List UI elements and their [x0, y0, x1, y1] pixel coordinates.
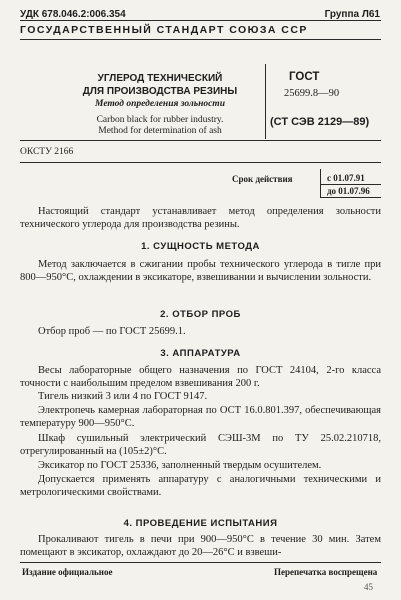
- okstu-code: ОКСТУ 2166: [20, 147, 74, 157]
- banner-rule: [20, 39, 381, 40]
- english-title: [62, 115, 258, 137]
- footer-rule: [20, 562, 381, 563]
- title-block-rule: [20, 140, 381, 141]
- validity-from: с 01.07.91: [327, 173, 365, 183]
- section-4-heading: 4. ПРОВЕДЕНИЕ ИСПЫТАНИЯ: [123, 518, 278, 529]
- english-title-line-2: Method for determination of ash: [98, 126, 222, 136]
- title-line-1: УГЛЕРОД ТЕХНИЧЕСКИЙ: [97, 73, 223, 84]
- title-line-2: ДЛЯ ПРОИЗВОДСТВА РЕЗИНЫ: [82, 86, 238, 97]
- english-title-line-1: Carbon black for rubber industry.: [96, 115, 224, 125]
- section-3-heading: 3. АППАРАТУРА: [160, 348, 241, 359]
- method-subtitle: Метод определения зольности: [95, 99, 225, 109]
- section-1-heading: 1. СУЩНОСТЬ МЕТОДА: [141, 241, 260, 252]
- section-2-heading: 2. ОТБОР ПРОБ: [160, 309, 241, 320]
- official-edition-note: Издание официальное: [22, 567, 113, 577]
- section-3-paragraph-5: Эксикатор по ГОСТ 25336, заполненный твердым осушителем.: [38, 460, 322, 471]
- intro-paragraph: Настоящий стандарт устанавливает метод определения зольности технического углерода для производства резины.: [20, 206, 381, 230]
- okstu-rule: [20, 162, 381, 163]
- reprint-prohibited-note: Перепечатка воспрещена: [274, 567, 378, 577]
- validity-mid-rule: [320, 184, 381, 185]
- section-3-paragraph-3: Электропечь камерная лабораторная по ОСТ 16.0.801.397, обеспечивающая температуру 900—950°С.: [20, 405, 381, 429]
- section-2-paragraph: Отбор проб — по ГОСТ 25699.1.: [38, 326, 186, 337]
- section-3-paragraph-4: Шкаф сушильный электрический СЭШ-3М по ТУ 25.02.210718, отрегулированный на (105±2)°С.: [20, 433, 381, 457]
- section-1-paragraph: Метод заключается в сжигании пробы технического углерода в тигле при 800—950°С, охлаждении в эксикаторе, взвешивании и вычислении зольности.: [20, 259, 381, 283]
- section-3-paragraph-2: Тигель низкий 3 или 4 по ГОСТ 9147.: [38, 391, 208, 402]
- gost-label: ГОСТ: [289, 71, 320, 83]
- title-divider: [265, 64, 266, 139]
- st-sev-number: (СТ СЭВ 2129—89): [270, 116, 370, 128]
- group-code: Группа Л61: [324, 9, 380, 20]
- top-rule: [20, 20, 381, 21]
- page-number: 45: [364, 582, 373, 592]
- section-4-paragraph: Прокаливают тигель в печи при 900—950°С в течение 30 мин. Затем помещают в эксикатор, охлаждают до 20—26°С и взвеши-: [20, 534, 381, 558]
- validity-bottom-rule: [320, 197, 381, 198]
- validity-label: Срок действия: [232, 174, 293, 184]
- section-3-paragraph-1: Весы лабораторные общего назначения по ГОСТ 24104, 2-го класса точности с наибольшим пределом взвешивания 200 г.: [20, 365, 381, 389]
- validity-to: до 01.07.96: [327, 186, 370, 196]
- gost-number: 25699.8—90: [284, 88, 340, 99]
- document-title: [62, 72, 258, 98]
- standard-banner: ГОСУДАРСТВЕННЫЙ СТАНДАРТ СОЮЗА ССР: [20, 24, 308, 36]
- udk-code: УДК 678.046.2:006.354: [20, 9, 126, 20]
- validity-divider: [320, 169, 321, 197]
- section-3-paragraph-6: Допускается применять аппаратуру с аналогичными техническими и метрологическими свойствами.: [20, 474, 381, 498]
